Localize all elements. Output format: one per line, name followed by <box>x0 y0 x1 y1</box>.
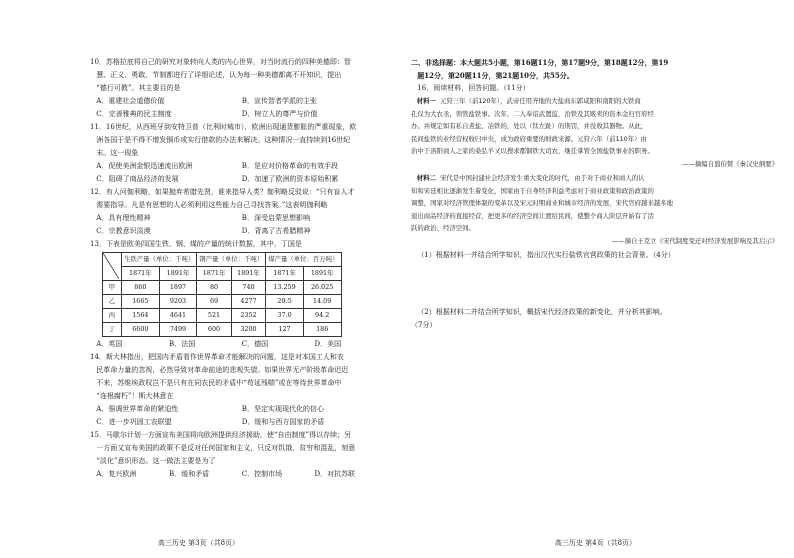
material-one <box>411 95 778 170</box>
table-cell: 乙 <box>103 295 122 309</box>
question-14-stem: 民革命力量的忽视，必然导致对革命前途的悲观失望。如果世界无产阶级革命迟迟 <box>96 366 349 374</box>
table-cell: 2352 <box>231 309 265 323</box>
option-a[interactable]: A．英国 <box>96 340 123 348</box>
sub-question-2: （7分） <box>411 321 437 329</box>
table-cell: 14.09 <box>303 295 341 309</box>
question-15-stem: 一方面又宣布美国的政策不是反对任何国家和主义，只反对饥饿、贫穷和混乱，刻意 <box>96 444 356 452</box>
answer-space[interactable] <box>411 332 778 392</box>
table-cell: 7499 <box>159 323 197 337</box>
material-text: 知和宋廷相比逐渐发生着变化，国家由于自身经济利益考虑对于商业政策和政治政策的 <box>411 186 654 195</box>
question-14-stem: 不来，苏维埃政权岂不是只有在同农民的矛盾中“苟延残喘”或在等待世界革命中 <box>96 379 342 387</box>
table-row <box>103 295 342 309</box>
table-cell: 13.259 <box>266 281 304 295</box>
question-10-stem: 10．苏格拉底将自己的研究对象转向人类的内心世界，对当时流行的四种美德即：智 <box>90 58 351 66</box>
question-11-stem: 洲各国于是不得不增发铜币或实行借款的办法来解决。这种情况一直持续到16世纪 <box>96 136 351 144</box>
table-cell: 26.025 <box>303 281 341 295</box>
table-cell: 4641 <box>159 309 197 323</box>
table-header: 煤产量（单位：百万吨） <box>266 253 341 267</box>
question-14 <box>90 351 381 429</box>
material-text: 治中于洛阳商人之家的桑弘羊又以搜求郡铜铁大司农，继任掌管全国盐铁事业的职务。 <box>411 147 654 155</box>
table-cell: 69 <box>197 295 231 309</box>
option-d[interactable]: D．缓和与西方国家的矛盾 <box>241 418 325 426</box>
option-c[interactable]: C．控制市场 <box>241 470 283 478</box>
table-cell: 94.2 <box>303 309 341 323</box>
option-c[interactable]: C．宗教意识淡漠 <box>96 227 151 235</box>
material-text: 办。并规定如有私自煮盐、冶铁的，处以（钛左趾）的刑罚，并没收其器物。从此， <box>411 122 648 130</box>
answer-space[interactable] <box>411 262 778 306</box>
table-header: 钢产量（单位：千吨） <box>197 253 266 267</box>
option-d[interactable]: D．树立人的尊严与价值 <box>241 110 318 118</box>
question-15 <box>90 429 381 481</box>
table-cell: 6600 <box>122 323 160 337</box>
table-row <box>103 309 342 323</box>
page-footer: 高三历史 第3页（共8页） <box>157 539 240 547</box>
option-b[interactable]: B．深受启蒙思想影响 <box>241 214 310 222</box>
diagonal-line-icon <box>103 253 119 279</box>
question-13-stem: 13．下表是欧美四国生铁、钢、煤的产量的统计数据，其中，丁国是 <box>90 240 302 248</box>
question-12 <box>90 186 381 238</box>
material-text: 调整，国家对经济管理体制的变革以及宋元时期商业和城市经济的发展，宋代官府越来越多地 <box>411 199 674 207</box>
table-cell: 1897 <box>159 281 197 295</box>
question-14-stem: 14．斯大林指出，把国内矛盾看作世界革命才能解决的问题，这是对本国工人和农 <box>90 353 344 361</box>
material-text: 跃的政治、经济空间。 <box>411 224 475 232</box>
table-cell: 1564 <box>122 309 160 323</box>
option-a[interactable]: A．强调世界革命的紧迫性 <box>96 405 179 413</box>
option-b[interactable]: B．宣传智者学派的主张 <box>241 97 317 105</box>
table-cell: 80 <box>197 281 231 295</box>
table-cell: 丙 <box>103 309 122 323</box>
question-10 <box>90 56 381 121</box>
table-corner <box>103 253 122 281</box>
option-c[interactable]: C．德国 <box>241 340 269 348</box>
question-13 <box>90 238 381 351</box>
material-text: 宋代是中国封建社会经济发生重大变化的时代，由于对于商业和商人的认 <box>440 174 645 182</box>
material-source: ——摘自王克立《宋代制度变迁对经济发展影响及其启示》 <box>611 236 778 245</box>
option-b[interactable]: B．是应对价格革命的有效手段 <box>241 162 338 170</box>
table-cell: 4277 <box>231 295 265 309</box>
table-cell: 127 <box>266 323 304 337</box>
option-c[interactable]: C．阻碍了商品经济的发展 <box>96 175 179 183</box>
table-cell: 3200 <box>231 323 265 337</box>
table-header: 生铁产量（单位：千吨） <box>122 253 197 267</box>
right-page <box>397 0 794 558</box>
material-text: 民间盐铁的业经营权收归中央，成为政府重要的财政来源。元狩六年（前110年）由 <box>411 134 647 143</box>
table-cell: 860 <box>122 281 160 295</box>
option-d[interactable]: D．对抗苏联 <box>314 470 356 478</box>
material-text: 孔仅为大农丞，领管盐铁事。次年，二人奉诏武置监，治铁及其贩卖的资本金归官府经 <box>411 109 654 118</box>
option-d[interactable]: D．加速了欧洲的资本原始积累 <box>241 175 339 183</box>
table-row <box>103 323 342 337</box>
question-12-stem: 12．有人问伽利略，如果抛弃希腊先贤，谁来指导人类？伽利略反驳说：“只有盲人才 <box>90 188 355 196</box>
question-10-stem: 慧、正义、勇敢、节制都进行了详细论述，认为每一种美德都离不开知识，提出 <box>96 71 342 79</box>
option-c[interactable]: C．进一步巩固工农联盟 <box>96 418 172 426</box>
material-source: ——摘编自翦伯赞《秦汉史纲要》 <box>682 159 778 168</box>
option-a[interactable]: A．重建社会道德价值 <box>96 97 165 105</box>
table-cell: 丁 <box>103 323 122 337</box>
material-text: 退出商品经济的直接经营，把更多的经济空间让渡给民间，使整个商人阶层开始有了活 <box>411 211 654 220</box>
question-14-stem: “连根腐朽”！斯大林意在 <box>96 392 174 400</box>
material-two <box>411 172 778 247</box>
table-year: 1871年 <box>266 267 304 281</box>
question-11-stem: 11．16世纪，从西班牙到安特卫普（比利时城市），欧洲出现通货膨胀的严重现象，欧 <box>90 123 357 131</box>
material-label: 材料一 <box>416 97 436 105</box>
section-title: 二、非选择题：本大题共5小题，第16题11分，第17题9分，第18题12分，第19 <box>411 58 669 67</box>
table-year: 1891年 <box>231 267 265 281</box>
question-16-stem: 16．阅读材料，回答问题。（11分） <box>417 84 530 92</box>
sub-question-1: （1）根据材料一并结合所学知识，指出汉代实行盐铁官营政策的社会背景。（4分） <box>417 251 675 259</box>
question-11-stem: 末。这一现象 <box>96 149 139 157</box>
sub-question-2: （2）根据材料二并结合所学知识，概括宋代经济政策的新变化，并分析其影响。 <box>417 308 667 316</box>
option-c[interactable]: C．完善雅典的民主制度 <box>96 110 172 118</box>
question-12-stem: 需要指导。凡是有思想的人必须利用这些能力自己寻找答案。”这表明伽利略 <box>96 201 328 209</box>
table-cell: 29.5 <box>266 295 304 309</box>
option-a[interactable]: A．具有理性精神 <box>96 214 151 222</box>
option-d[interactable]: D．背离了古希腊精神 <box>241 227 311 235</box>
table-row <box>103 281 342 295</box>
table-year: 1871年 <box>122 267 160 281</box>
material-text: 元狩三年（前120年），武帝任用齐地的大盐商东郭咸阳和南阳的大铁商 <box>440 97 641 105</box>
table-cell: 521 <box>197 309 231 323</box>
table-year: 1871年 <box>197 267 231 281</box>
table-cell: 9203 <box>159 295 197 309</box>
material-label: 材料二 <box>416 174 436 182</box>
question-15-stem: 15．马歇尔计划一方面宣布美国将向欧洲提供经济援助，使“自由制度”得以存续；另 <box>90 431 352 439</box>
question-10-stem: “德行可教”。其主要目的是 <box>96 84 181 92</box>
question-11 <box>90 121 381 186</box>
table-cell: 740 <box>231 281 265 295</box>
question-15-stem: “淡化”意识形态。这一做法主要是为了 <box>96 457 216 465</box>
table-cell: 186 <box>303 323 341 337</box>
option-b[interactable]: B．法国 <box>169 340 196 348</box>
table-year: 1891年 <box>159 267 197 281</box>
table-cell: 甲 <box>103 281 122 295</box>
option-b[interactable]: B．缓和矛盾 <box>169 470 210 478</box>
option-b[interactable]: B．坚定实现现代化的信心 <box>241 405 324 413</box>
page-footer: 高三历史 第4页（共8页） <box>554 539 637 547</box>
option-a[interactable]: A．复兴欧洲 <box>96 470 137 478</box>
production-table <box>102 252 342 337</box>
table-cell: 37.0 <box>266 309 304 323</box>
table-cell: 1665 <box>122 295 160 309</box>
table-cell: 600 <box>197 323 231 337</box>
section-title: 题12分，第20题11分，第21题10分，共55分。 <box>417 71 574 80</box>
table-year: 1891年 <box>303 267 341 281</box>
option-a[interactable]: A．促使美洲金银迅速流出欧洲 <box>96 162 193 170</box>
option-d[interactable]: D．美国 <box>314 340 342 348</box>
